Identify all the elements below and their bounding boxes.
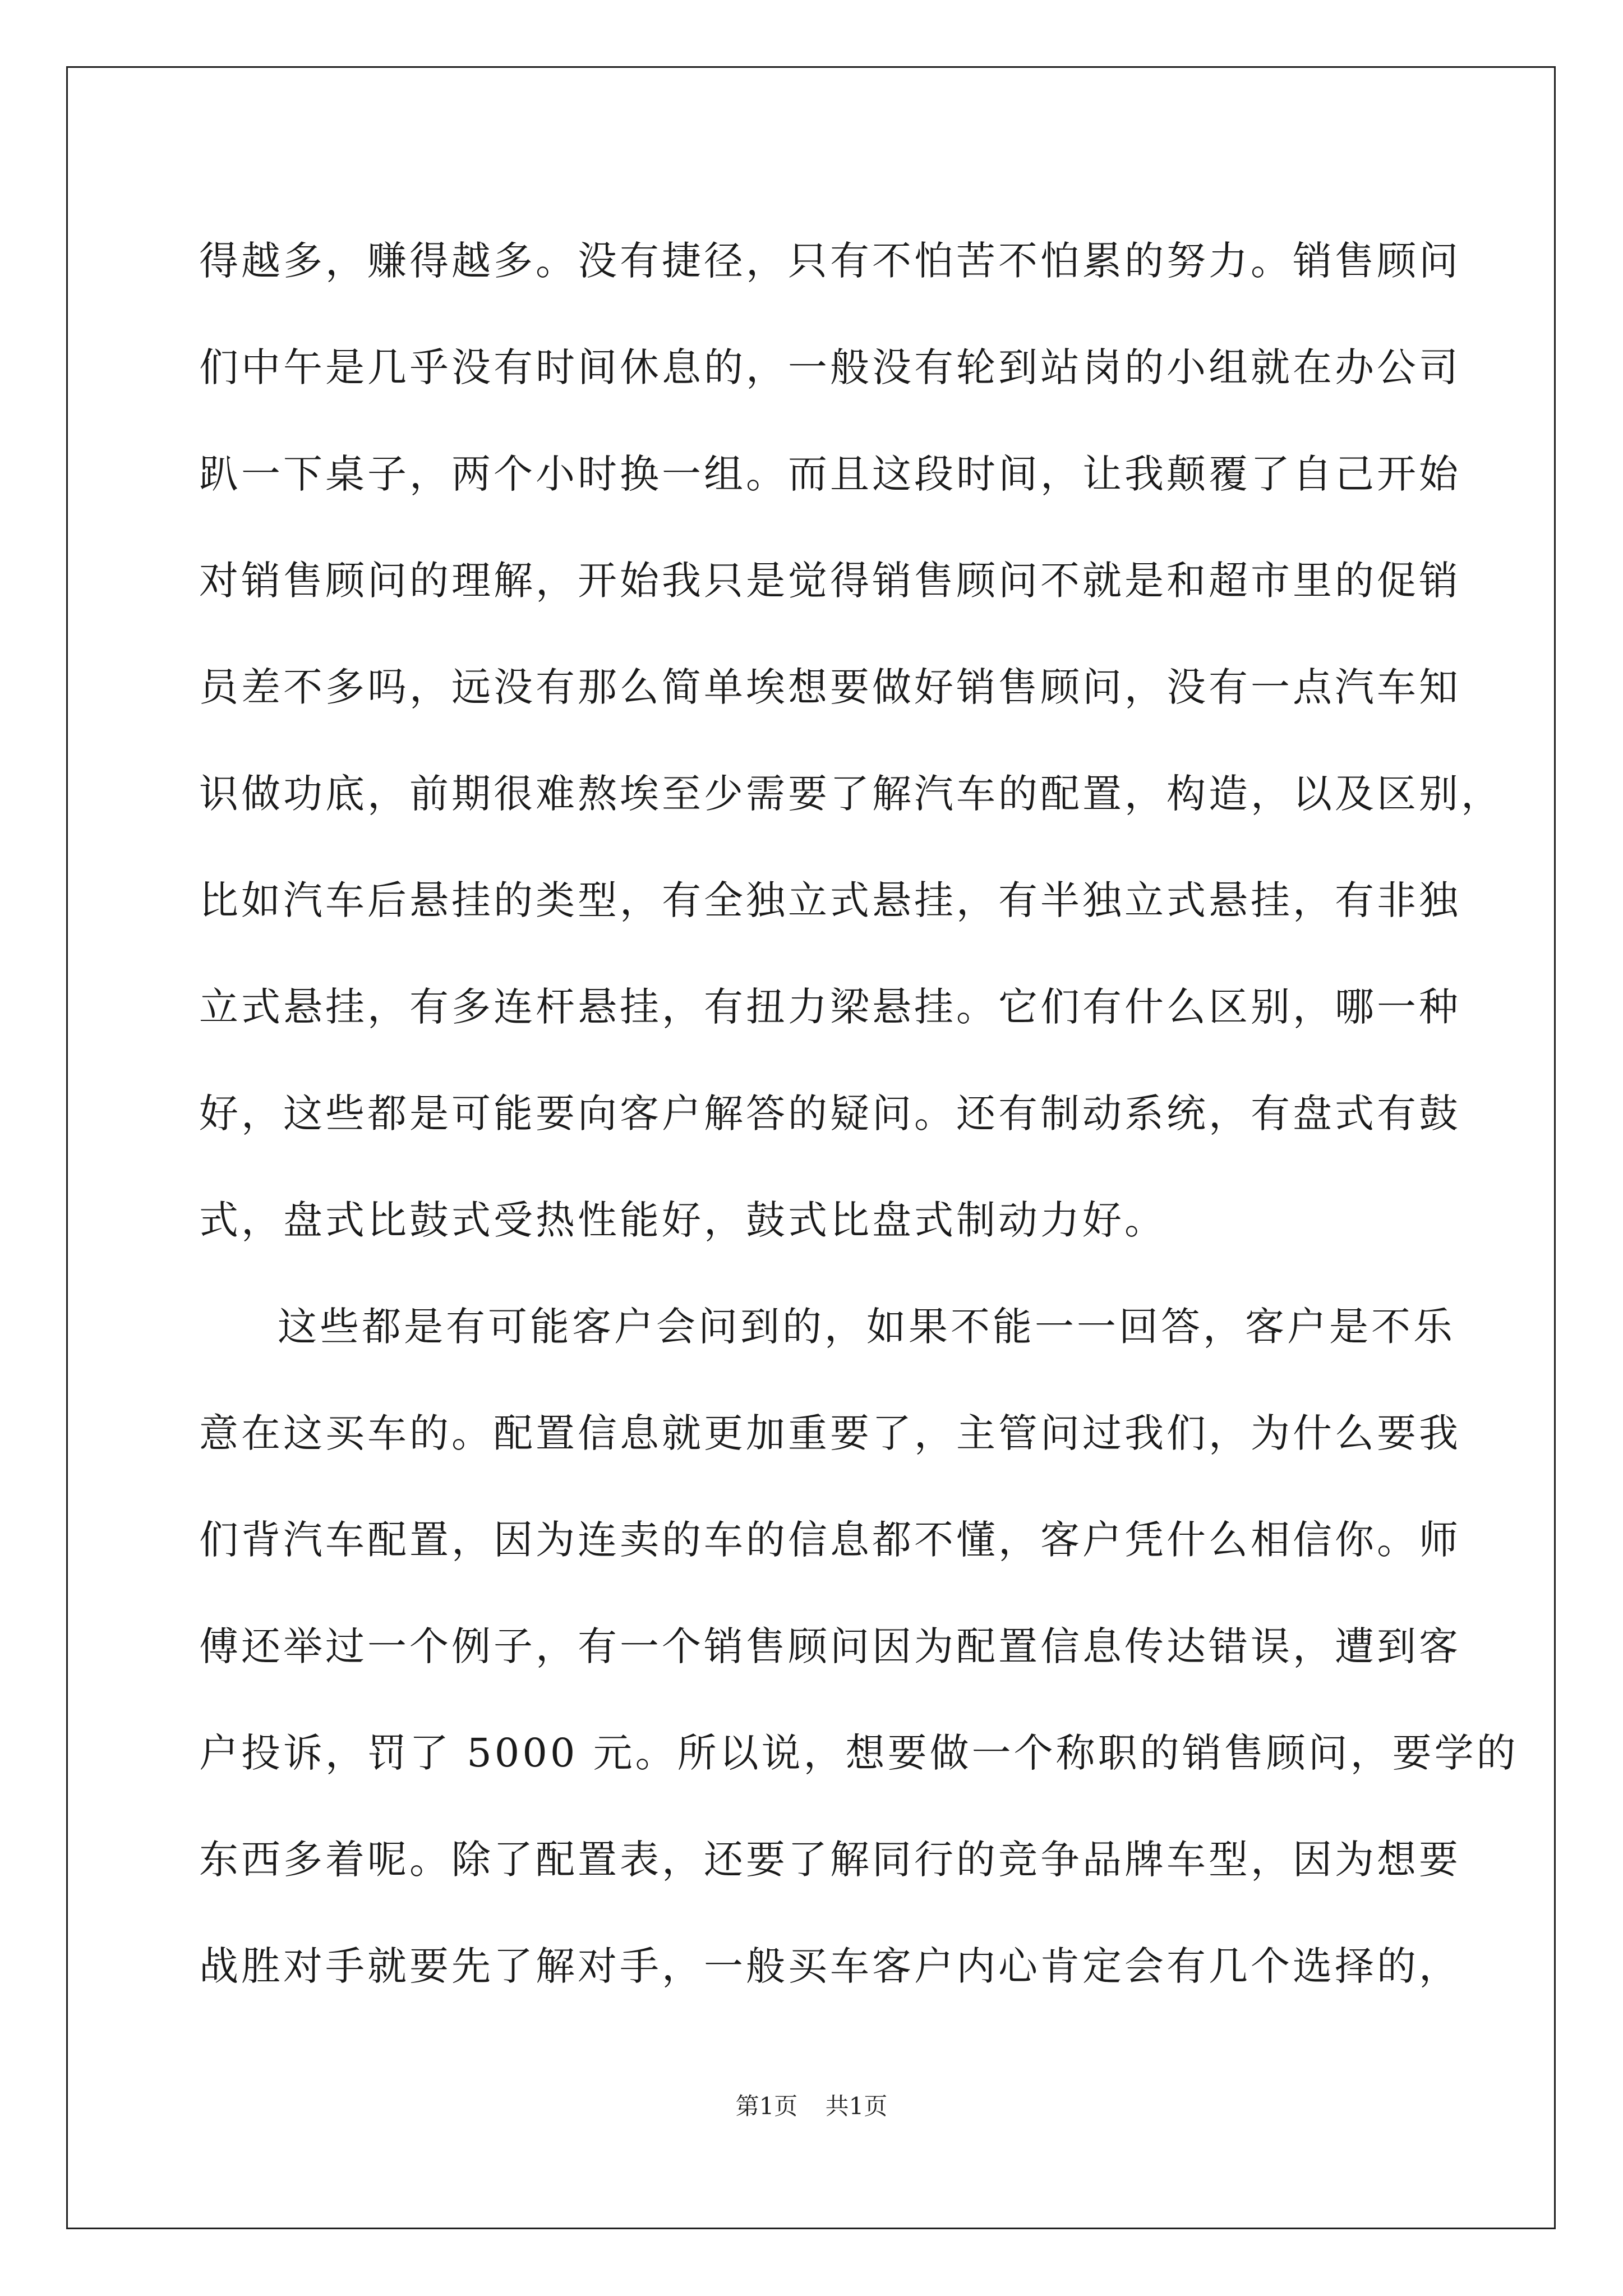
text-line: 战胜对手就要先了解对手，一般买车客户内心肯定会有几个选择的， — [199, 1943, 1461, 1989]
text-line: 员差不多吗，远没有那么简单埃想要做好销售顾问，没有一点汽车知 — [199, 664, 1461, 710]
body-text — [199, 208, 1519, 2019]
text-line: 意在这买车的。配置信息就更加重要了，主管问过我们，为什么要我 — [199, 1410, 1461, 1456]
page-total: 共1页 — [825, 2092, 888, 2120]
text-line: 对销售顾问的理解，开始我只是觉得销售顾问不就是和超市里的促销 — [199, 558, 1461, 604]
text-line: 户投诉，罚了 5000 元。所以说，想要做一个称职的销售顾问，要学的 — [199, 1730, 1519, 1776]
page-footer — [0, 2090, 1623, 2123]
paragraph-2 — [199, 1273, 1519, 2019]
text-line: 识做功底，前期很难熬埃至少需要了解汽车的配置，构造，以及区别， — [199, 771, 1503, 817]
text-line: 式，盘式比鼓式受热性能好，鼓式比盘式制动力好。 — [199, 1197, 1166, 1243]
text-line: 得越多，赚得越多。没有捷径，只有不怕苦不怕累的努力。销售顾问 — [199, 238, 1461, 284]
text-line: 趴一下桌子，两个小时换一组。而且这段时间，让我颠覆了自己开始 — [199, 451, 1461, 497]
paragraph-1 — [199, 208, 1503, 1273]
text-line: 傅还举过一个例子，有一个销售顾问因为配置信息传达错误，遭到客 — [199, 1623, 1461, 1669]
text-line: 立式悬挂，有多连杆悬挂，有扭力梁悬挂。它们有什么区别，哪一种 — [199, 984, 1461, 1030]
text-line: 东西多着呢。除了配置表，还要了解同行的竞争品牌车型，因为想要 — [199, 1837, 1461, 1883]
text-line: 好，这些都是可能要向客户解答的疑问。还有制动系统，有盘式有鼓 — [199, 1091, 1461, 1137]
page-number: 第1页 — [735, 2092, 798, 2120]
text-line: 比如汽车后悬挂的类型，有全独立式悬挂，有半独立式悬挂，有非独 — [199, 877, 1461, 923]
text-line: 这些都是有可能客户会问到的，如果不能一一回答，客户是不乐 — [278, 1304, 1455, 1350]
text-line: 们中午是几乎没有时间休息的，一般没有轮到站岗的小组就在办公司 — [199, 344, 1461, 390]
text-line: 们背汽车配置，因为连卖的车的信息都不懂，客户凭什么相信你。师 — [199, 1517, 1461, 1563]
